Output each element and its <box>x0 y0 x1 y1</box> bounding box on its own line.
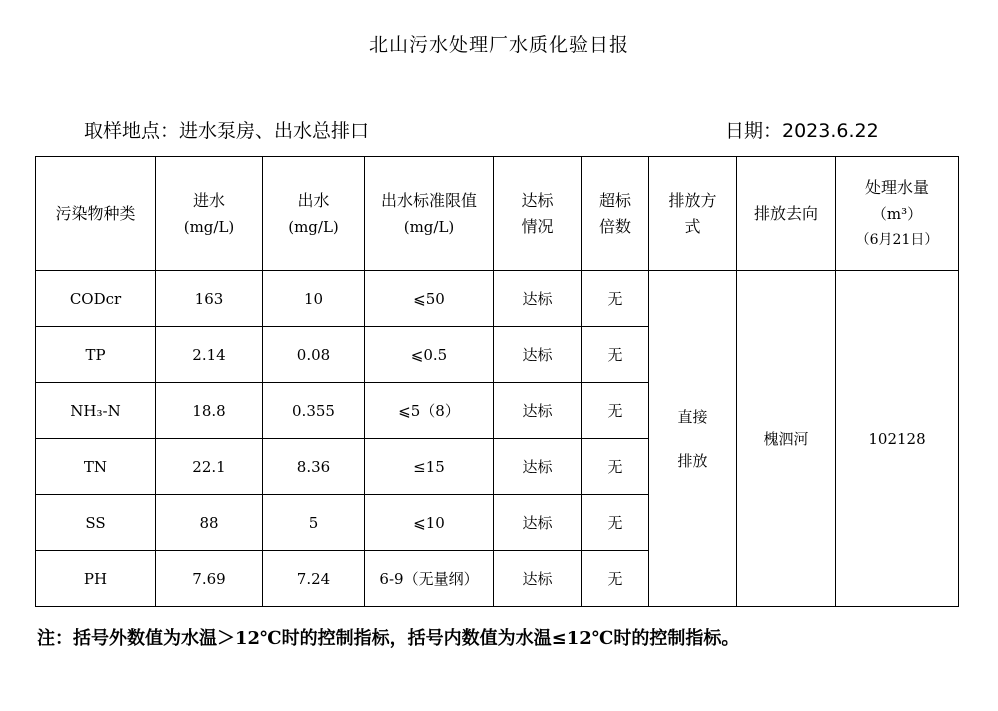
header-pollutant-type: 污染物种类 <box>36 157 156 271</box>
inflow-cell: 7.69 <box>156 551 263 607</box>
header-discharge-method: 排放方 式 <box>649 157 737 271</box>
outflow-cell: 10 <box>263 271 365 327</box>
outflow-cell: 7.24 <box>263 551 365 607</box>
inflow-cell: 2.14 <box>156 327 263 383</box>
limit-cell: ⩽10 <box>365 495 494 551</box>
pollutant-cell: SS <box>36 495 156 551</box>
header-outflow: 出水 (mg/L) <box>263 157 365 271</box>
limit-cell: ⩽5（8） <box>365 383 494 439</box>
footnote: 注：括号外数值为水温＞12℃时的控制指标，括号内数值为水温≤12℃时的控制指标。 <box>37 628 740 649</box>
status-cell: 达标 <box>494 495 582 551</box>
discharge-method-cell: 直接 排放 <box>649 271 737 607</box>
status-cell: 达标 <box>494 271 582 327</box>
limit-cell: ≤15 <box>365 439 494 495</box>
header-row <box>36 157 959 271</box>
pollutant-cell: TN <box>36 439 156 495</box>
header-status: 达标 情况 <box>494 157 582 271</box>
report-title: 北山污水处理厂水质化验日报 <box>368 34 629 56</box>
inflow-cell: 163 <box>156 271 263 327</box>
status-cell: 达标 <box>494 327 582 383</box>
outflow-cell: 0.08 <box>263 327 365 383</box>
outflow-cell: 8.36 <box>263 439 365 495</box>
discharge-destination-cell: 槐泗河 <box>737 271 836 607</box>
exceed-cell: 无 <box>582 495 649 551</box>
sampling-location: 取样地点：进水泵房、出水总排口 <box>84 120 370 142</box>
table-row <box>36 271 959 327</box>
limit-cell: ⩽50 <box>365 271 494 327</box>
inflow-cell: 18.8 <box>156 383 263 439</box>
exceed-cell: 无 <box>582 439 649 495</box>
limit-cell: 6-9（无量纲） <box>365 551 494 607</box>
status-cell: 达标 <box>494 551 582 607</box>
exceed-cell: 无 <box>582 383 649 439</box>
outflow-cell: 5 <box>263 495 365 551</box>
outflow-cell: 0.355 <box>263 383 365 439</box>
inflow-cell: 88 <box>156 495 263 551</box>
inflow-cell: 22.1 <box>156 439 263 495</box>
exceed-cell: 无 <box>582 551 649 607</box>
pollutant-cell: NH₃-N <box>36 383 156 439</box>
header-exceed-multiple: 超标 倍数 <box>582 157 649 271</box>
treated-volume-cell: 102128 <box>836 271 959 607</box>
header-treated-volume: 处理水量 （m³） （6月21日） <box>836 157 959 271</box>
report-date: 日期：2023.6.22 <box>725 120 879 142</box>
pollutant-cell: PH <box>36 551 156 607</box>
limit-cell: ⩽0.5 <box>365 327 494 383</box>
water-quality-table <box>35 156 959 607</box>
exceed-cell: 无 <box>582 271 649 327</box>
header-inflow: 进水 (mg/L) <box>156 157 263 271</box>
status-cell: 达标 <box>494 383 582 439</box>
header-discharge-destination: 排放去向 <box>737 157 836 271</box>
pollutant-cell: TP <box>36 327 156 383</box>
status-cell: 达标 <box>494 439 582 495</box>
exceed-cell: 无 <box>582 327 649 383</box>
pollutant-cell: CODcr <box>36 271 156 327</box>
header-limit: 出水标准限值 (mg/L) <box>365 157 494 271</box>
